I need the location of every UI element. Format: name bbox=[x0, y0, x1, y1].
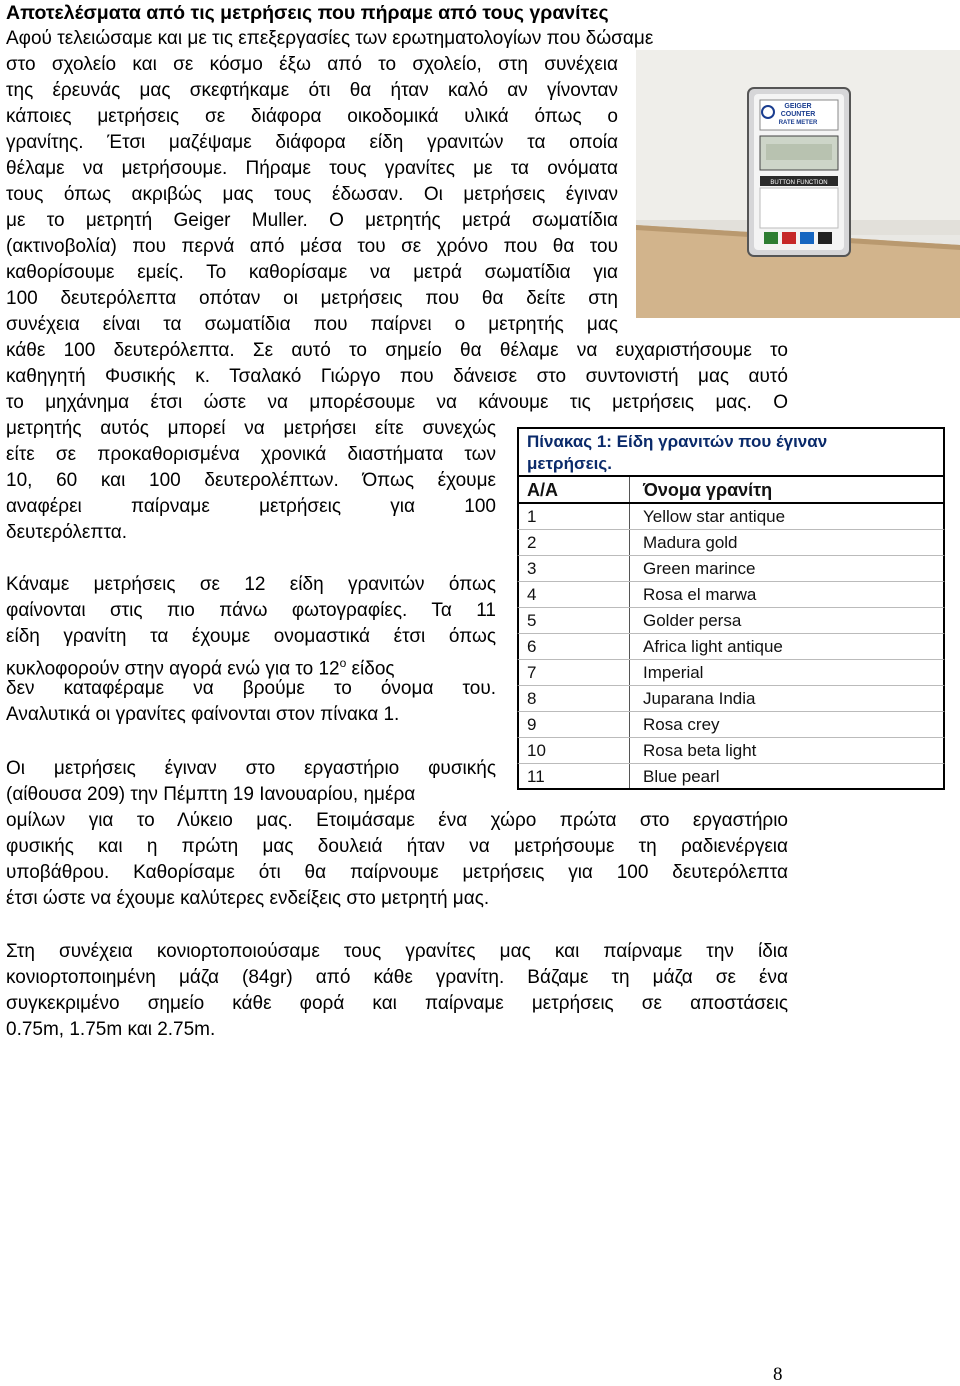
text-line: Οι μετρήσεις έγιναν στο εργαστήριο φυσικής bbox=[6, 758, 496, 779]
text-line: της έρευνάς μας σκεφτήκαμε ότι θα ήταν καλό αν γίνονταν bbox=[6, 80, 618, 101]
text-line: κονιορτοποιημένη μάζα (84gr) από κάθε γρανίτη. Βάζαμε τη μάζα σε ένα bbox=[6, 967, 788, 988]
table-header-row bbox=[517, 477, 945, 504]
header-num: Α/Α bbox=[527, 480, 558, 500]
row-num: 11 bbox=[527, 767, 545, 786]
row-name: Juparana India bbox=[643, 689, 756, 708]
text-line: 100 δευτερόλεπτα οπόταν οι μετρήσεις που θα δείτε στη bbox=[6, 288, 618, 309]
table-row bbox=[517, 634, 945, 660]
text-line: τους όπως ακριβώς μας τους έδωσαν. Οι μετρήσεις έγιναν bbox=[6, 184, 618, 205]
table-row bbox=[517, 504, 945, 530]
row-name: Rosa beta light bbox=[643, 741, 757, 760]
device-button-red bbox=[782, 232, 796, 244]
table-row bbox=[517, 582, 945, 608]
device-title-2: COUNTER bbox=[780, 111, 816, 118]
device-button-blue bbox=[800, 232, 814, 244]
text-span: είδος bbox=[346, 658, 395, 680]
header-name: Όνομα γρανίτη bbox=[643, 480, 773, 500]
text-line: δεν καταφέραμε να βρούμε το όνομα του. bbox=[6, 678, 496, 699]
table-row bbox=[517, 686, 945, 712]
row-name: Yellow star antique bbox=[643, 507, 786, 526]
text-line: καθηγητή Φυσικής κ. Τσαλακό Γιώργο που δάνεισε στο συντονιστή μας αυτό bbox=[6, 366, 788, 387]
table-row bbox=[517, 712, 945, 738]
text-line: υποβάθρου. Καθορίσαμε ότι θα παίρνουμε μετρήσεις για 100 δευτερόλεπτα bbox=[6, 862, 788, 883]
row-num: 2 bbox=[527, 533, 537, 552]
row-num: 9 bbox=[527, 715, 537, 734]
page-number: 8 bbox=[773, 1364, 783, 1385]
row-name: Rosa el marwa bbox=[643, 585, 757, 604]
text-line: δευτερόλεπτα. bbox=[6, 522, 128, 543]
page-title: Αποτελέσματα από τις μετρήσεις που πήραμε από τους γρανίτες bbox=[6, 2, 609, 24]
row-num: 6 bbox=[527, 637, 537, 656]
geiger-counter-illustration bbox=[636, 50, 960, 318]
row-name: Madura gold bbox=[643, 533, 738, 552]
text-line: Αφού τελειώσαμε και με τις επεξεργασίες των ερωτηματολογίων που δώσαμε bbox=[6, 28, 654, 49]
table-row bbox=[517, 660, 945, 686]
text-line: με το μετρητή Geiger Muller. Ο μετρητής μετρά σωματίδια bbox=[6, 210, 618, 231]
text-line: γρανίτης. Έτσι μαζέψαμε διάφορα είδη γρανιτών τα οποία bbox=[6, 132, 618, 153]
row-num: 8 bbox=[527, 689, 537, 708]
text-line: καθορίσουμε εμείς. Το καθορίσαμε να μετρά σωματίδια για bbox=[6, 262, 618, 283]
text-line: φυσικής και η πρώτη μας δουλειά ήταν να μετρήσουμε τη ραδιενέργεια bbox=[6, 836, 788, 857]
row-name: Africa light antique bbox=[643, 637, 783, 656]
row-name: Rosa crey bbox=[643, 715, 720, 734]
text-line: συνέχεια είναι τα σωματίδια που παίρνει ο μετρητής μας bbox=[6, 314, 618, 335]
text-span: κυκλοφορούν στην αγορά ενώ για το 12 bbox=[6, 658, 340, 680]
row-name: Imperial bbox=[643, 663, 704, 682]
text-line: φαίνονται στις πιο πάνω φωτογραφίες. Τα 11 bbox=[6, 600, 496, 621]
device-title-3: RATE METER bbox=[778, 120, 818, 126]
row-num: 3 bbox=[527, 559, 537, 578]
text-line: κάποιες μετρήσεις σε διάφορα οικοδομικά υλικά όπως ο bbox=[6, 106, 618, 127]
row-num: 7 bbox=[527, 663, 537, 682]
text-line: Στη συνέχεια κονιορτοποιούσαμε τους γρανίτες μας και παίρναμε την ίδια bbox=[6, 941, 788, 962]
row-name: Blue pearl bbox=[643, 767, 720, 786]
table-row bbox=[517, 738, 945, 764]
table-caption-line: Πίνακας 1: Είδη γρανιτών που έγιναν bbox=[527, 432, 828, 451]
text-line: στο σχολείο και σε κόσμο έξω από το σχολείο, στη συνέχεια bbox=[6, 54, 618, 75]
geiger-counter-photo bbox=[636, 50, 960, 318]
text-line: κάθε 100 δευτερόλεπτα. Σε αυτό το σημείο θα θέλαμε να ευχαριστήσουμε το bbox=[6, 340, 788, 361]
device-button-black bbox=[818, 232, 832, 244]
text-line: το μηχάνημα έτσι ώστε να μπορέσουμε να κάνουμε τις μετρήσεις μας. Ο bbox=[6, 392, 788, 413]
row-num: 4 bbox=[527, 585, 537, 604]
text-line: είδη γρανίτη τα έχουμε ονομαστικά έτσι όπως bbox=[6, 626, 496, 647]
text-line: 10, 60 και 100 δευτερολέπτων. Όπως έχουμε bbox=[6, 470, 496, 491]
table-caption bbox=[517, 427, 945, 477]
text-line: είτε σε προκαθορισμένα χρονικά διαστήματα των bbox=[6, 444, 496, 465]
text-line: αναφέρει παίρναμε μετρήσεις για 100 bbox=[6, 496, 496, 517]
text-line: (αίθουσα 209) την Πέμπτη 19 Ιανουαρίου, ημέρα bbox=[6, 784, 416, 805]
text-line: 0.75m, 1.75m και 2.75m. bbox=[6, 1019, 216, 1040]
row-name: Golder persa bbox=[643, 611, 742, 630]
text-line: Αναλυτικά οι γρανίτες φαίνονται στον πίνακα 1. bbox=[6, 704, 400, 725]
device-title-1: GEIGER bbox=[784, 103, 812, 110]
row-num: 1 bbox=[527, 507, 537, 526]
device-function-label: BUTTON FUNCTION bbox=[770, 180, 828, 186]
table-row bbox=[517, 608, 945, 634]
text-line: μετρητής αυτός μπορεί να μετρήσει είτε συνεχώς bbox=[6, 418, 496, 439]
table-row bbox=[517, 556, 945, 582]
device-button-green bbox=[764, 232, 778, 244]
table-row bbox=[517, 530, 945, 556]
text-line: Κάναμε μετρήσεις σε 12 είδη γρανιτών όπως bbox=[6, 574, 496, 595]
text-line: ομίλων για το Λύκειο μας. Ετοιμάσαμε ένα χώρο πρώτα στο εργαστήριο bbox=[6, 810, 788, 831]
table-caption-line: μετρήσεις. bbox=[527, 454, 612, 473]
granite-table bbox=[517, 427, 945, 800]
row-num: 10 bbox=[527, 741, 546, 760]
text-line: έτσι ώστε να έχουμε καλύτερες ενδείξεις στο μετρητή μας. bbox=[6, 888, 490, 909]
text-line: συγκεκριμένο σημείο κάθε φορά και παίρναμε μετρήσεις σε αποστάσεις bbox=[6, 993, 788, 1014]
table-row bbox=[517, 764, 945, 790]
row-name: Green marince bbox=[643, 559, 756, 578]
text-line: θέλαμε να μετρήσουμε. Πήραμε τους γρανίτες με τα ονόματα bbox=[6, 158, 618, 179]
text-line: (ακτινοβολία) που περνά από μέσα του σε χρόνο που θα του bbox=[6, 236, 618, 257]
superscript: ο bbox=[339, 656, 347, 670]
row-num: 5 bbox=[527, 611, 537, 630]
